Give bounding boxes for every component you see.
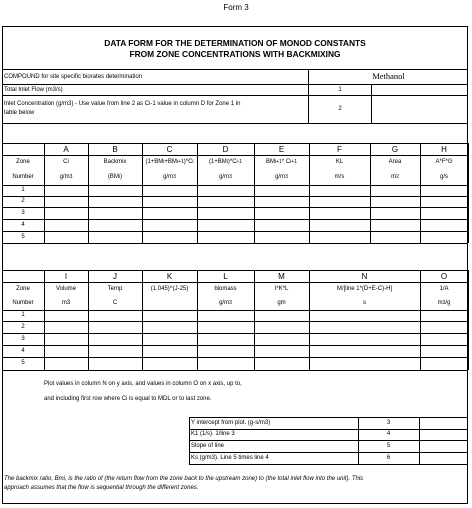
table2-data-cell[interactable] — [420, 357, 468, 370]
table2-column-header: 1/A — [439, 285, 449, 292]
table1-column-unit: m/s — [334, 174, 345, 180]
table2-zone-label: Zone — [16, 285, 30, 292]
table2-column-header: (1.045)^(J-25) — [150, 285, 189, 292]
table1-data-cell[interactable] — [88, 185, 142, 196]
plot-instructions-line-2: and including first row where Ci is equal to MDL or to last zone. — [44, 396, 212, 402]
table1-data-cell[interactable] — [197, 231, 254, 243]
table2-data-cell[interactable] — [197, 345, 254, 357]
table2-data-cell[interactable] — [309, 345, 420, 357]
table2-data-cell[interactable] — [309, 310, 420, 321]
result-value-input[interactable] — [419, 440, 468, 452]
table2-data-cell[interactable] — [309, 357, 420, 370]
table2-data-cell[interactable] — [88, 357, 142, 370]
form-label: Form 3 — [223, 3, 249, 12]
table1-data-cell[interactable] — [197, 219, 254, 231]
table2-column-unit: gm — [277, 299, 286, 306]
table2-column-letter: J — [113, 271, 117, 281]
table1-column-unit: m 2 — [391, 174, 399, 180]
table2-data-cell[interactable] — [142, 333, 197, 345]
table1-data-cell[interactable] — [142, 196, 197, 207]
result-value-input[interactable] — [419, 417, 468, 429]
table2-column-header: I*K*L — [274, 285, 289, 292]
table1-column-letter: C — [166, 144, 173, 154]
table-rule — [2, 370, 468, 371]
form-title-line-2: FROM ZONE CONCENTRATIONS WITH BACKMIXING — [129, 49, 341, 59]
table1-column-header: Backmix — [103, 159, 127, 165]
table2-data-cell[interactable] — [44, 357, 88, 370]
table1-zone-number: 1 — [21, 187, 25, 193]
footnote-line-2: approach assumes that the flow is sequential through the different zones. — [4, 485, 199, 491]
table2-column-letter: K — [166, 271, 173, 281]
table2-column-unit: g/m 3 — [219, 299, 232, 306]
table2-zone-number: 5 — [21, 360, 25, 366]
inlet-flow-value-input[interactable] — [372, 85, 468, 95]
table2-data-cell[interactable] — [420, 321, 468, 333]
table2-data-cell[interactable] — [309, 321, 420, 333]
table1-column-unit: g/m 3 — [59, 174, 73, 180]
table2-column-header: Temp — [107, 285, 123, 292]
table1-data-cell[interactable] — [44, 196, 88, 207]
table1-data-cell[interactable] — [420, 185, 468, 196]
table1-data-cell[interactable] — [309, 231, 370, 243]
table2-zone-number: 1 — [21, 312, 25, 318]
table1-data-cell[interactable] — [420, 219, 468, 231]
table1-data-cell[interactable] — [370, 231, 420, 243]
table1-column-letter: B — [112, 144, 118, 154]
table1-data-cell[interactable] — [142, 185, 197, 196]
table2-column-header: Volume — [55, 285, 76, 292]
table2-column-header: biomass — [214, 285, 237, 292]
table2-column-letter: O — [440, 271, 448, 281]
table2-zone-number: 2 — [21, 323, 25, 330]
table2-data-cell[interactable] — [142, 357, 197, 370]
table1-data-cell[interactable] — [142, 219, 197, 231]
result-line-number: 5 — [386, 442, 391, 449]
table1-data-cell[interactable] — [309, 185, 370, 196]
table1-data-cell[interactable] — [420, 231, 468, 243]
table1-data-cell[interactable] — [142, 231, 197, 243]
table2-data-cell[interactable] — [44, 310, 88, 321]
compound-value[interactable]: Methanol — [372, 71, 405, 81]
table1-data-cell[interactable] — [88, 219, 142, 231]
result-label: K1 (1/s). 1/line 3 — [191, 431, 235, 437]
table1-column-header: A*F*G — [435, 159, 453, 165]
table1-data-cell[interactable] — [44, 185, 88, 196]
table1-number-label: Number — [12, 174, 34, 180]
table1-column-header: (1+BM i )*C i-1 — [208, 159, 243, 165]
result-line-number: 6 — [386, 454, 391, 461]
plot-instructions-line-1: Plot values in column N on y axis, and values in column O on x axis, up to, — [44, 381, 242, 387]
table2-data-cell[interactable] — [142, 345, 197, 357]
form-title-line-1: DATA FORM FOR THE DETERMINATION OF MONOD CONSTANTS — [104, 38, 366, 48]
table2-data-cell[interactable] — [142, 321, 197, 333]
table1-zone-label: Zone — [16, 159, 30, 165]
inlet-conc-line-number: 2 — [338, 106, 342, 112]
table2-data-cell[interactable] — [420, 345, 468, 357]
table2-data-cell[interactable] — [44, 333, 88, 345]
result-label: Slope of line — [191, 442, 225, 449]
table1-zone-number: 4 — [21, 221, 25, 228]
table1-column-letter: H — [441, 144, 447, 154]
table1-zone-number: 5 — [21, 233, 25, 240]
table1-data-cell[interactable] — [44, 207, 88, 219]
inlet-conc-label-cont: table below — [4, 110, 35, 116]
table2-data-cell[interactable] — [88, 333, 142, 345]
table2-column-unit: s — [363, 299, 366, 306]
table2-data-cell[interactable] — [197, 321, 254, 333]
results-rule — [189, 464, 468, 465]
table2-column-unit: m 3 /g — [437, 299, 451, 306]
table1-column-letter: F — [337, 144, 342, 154]
table1-column-letter: G — [391, 144, 399, 154]
table2-column-unit — [142, 296, 197, 310]
table1-column-letter: A — [63, 144, 69, 154]
table1-data-cell[interactable] — [370, 185, 420, 196]
table1-data-cell[interactable] — [370, 207, 420, 219]
result-label: Y intercept from plot. (g-s/m3) — [191, 419, 271, 426]
table2-data-cell[interactable] — [420, 310, 468, 321]
result-line-number: 4 — [386, 431, 391, 437]
table2-column-unit: C — [112, 299, 118, 306]
table2-data-cell[interactable] — [254, 310, 309, 321]
table2-data-cell[interactable] — [254, 357, 309, 370]
table-rule — [2, 243, 468, 244]
table1-data-cell[interactable] — [420, 207, 468, 219]
table2-column-letter: I — [64, 271, 68, 281]
table2-number-label: Number — [12, 299, 34, 306]
table2-data-cell[interactable] — [254, 321, 309, 333]
table1-column-header: Ci — [63, 159, 69, 165]
table2-data-cell[interactable] — [88, 321, 142, 333]
table1-column-header: KL — [335, 159, 344, 165]
inlet-conc-value-input[interactable] — [372, 96, 468, 123]
table1-column-letter: D — [222, 144, 229, 154]
table1-data-cell[interactable] — [197, 196, 254, 207]
table2-data-cell[interactable] — [88, 310, 142, 321]
table1-column-header: (1+BM i +BM i+1 )*C i — [145, 159, 194, 165]
table1-data-cell[interactable] — [88, 196, 142, 207]
inlet-flow-label: Total Inlet Flow (m3/s) — [4, 87, 63, 93]
table1-data-cell[interactable] — [254, 196, 309, 207]
table1-zone-number: 3 — [21, 209, 25, 216]
inlet-conc-label: Inlet Concentration (g/m3) - Use value from line 2 as Ci-1 value in column D for Zone 1 in — [4, 101, 241, 107]
table1-data-cell[interactable] — [44, 219, 88, 231]
table1-data-cell[interactable] — [254, 231, 309, 243]
table-rule — [468, 143, 469, 243]
table1-column-letter: E — [278, 144, 285, 154]
results-rule — [189, 417, 190, 464]
table1-data-cell[interactable] — [197, 207, 254, 219]
table-rule — [468, 270, 469, 370]
result-line-number: 3 — [386, 419, 391, 426]
inlet-flow-line-number: 1 — [338, 86, 342, 93]
table2-column-letter: L — [223, 271, 228, 281]
table1-data-cell[interactable] — [309, 196, 370, 207]
table2-column-letter: M — [278, 271, 285, 281]
table1-data-cell[interactable] — [44, 231, 88, 243]
result-value-input[interactable] — [419, 452, 468, 464]
table1-zone-number: 2 — [21, 198, 25, 204]
table2-data-cell[interactable] — [197, 310, 254, 321]
table2-column-unit: m3 — [61, 299, 71, 306]
result-value-input[interactable] — [419, 429, 468, 440]
table2-column-letter: N — [361, 271, 368, 281]
table1-data-cell[interactable] — [309, 207, 370, 219]
table2-data-cell[interactable] — [44, 321, 88, 333]
table2-data-cell[interactable] — [197, 333, 254, 345]
table2-data-cell[interactable] — [88, 345, 142, 357]
table2-data-cell[interactable] — [420, 333, 468, 345]
table1-data-cell[interactable] — [142, 207, 197, 219]
result-label: Ks (g/m3). Line 5 times line 4 — [191, 454, 269, 461]
compound-label: COMPOUND for site specific biorates determination — [4, 74, 143, 80]
table1-data-cell[interactable] — [254, 207, 309, 219]
table1-data-cell[interactable] — [254, 185, 309, 196]
table2-data-cell[interactable] — [254, 345, 309, 357]
table1-data-cell[interactable] — [88, 231, 142, 243]
table1-column-unit: g/s — [439, 174, 448, 180]
table1-data-cell[interactable] — [370, 196, 420, 207]
table1-column-unit: g/m 3 — [163, 174, 176, 180]
table1-data-cell[interactable] — [197, 185, 254, 196]
table2-data-cell[interactable] — [309, 333, 420, 345]
table1-data-cell[interactable] — [309, 219, 370, 231]
table1-column-unit: g/m 3 — [219, 174, 232, 180]
table1-data-cell[interactable] — [420, 196, 468, 207]
divider — [2, 123, 468, 124]
table2-data-cell[interactable] — [142, 310, 197, 321]
table1-column-header: Area — [388, 159, 402, 165]
footnote-line-1: The backmix ratio, Bmi, is the ratio of (the return flow from the zone back to the upstream zone) to (the total inlet flow into the unit). This — [4, 476, 364, 482]
table1-column-header: BM i+1 * C i+1 — [266, 159, 297, 165]
table1-data-cell[interactable] — [254, 219, 309, 231]
table1-column-unit: g/m 3 — [275, 174, 288, 180]
table2-zone-number: 4 — [21, 347, 25, 354]
table1-column-unit: (BM i ) — [107, 174, 123, 180]
table2-column-header: M/[line 1*(D+E-C)-H] — [336, 285, 393, 292]
table2-data-cell[interactable] — [44, 345, 88, 357]
table1-data-cell[interactable] — [370, 219, 420, 231]
table2-data-cell[interactable] — [254, 333, 309, 345]
table2-data-cell[interactable] — [197, 357, 254, 370]
table2-zone-number: 3 — [21, 335, 25, 342]
table1-data-cell[interactable] — [88, 207, 142, 219]
